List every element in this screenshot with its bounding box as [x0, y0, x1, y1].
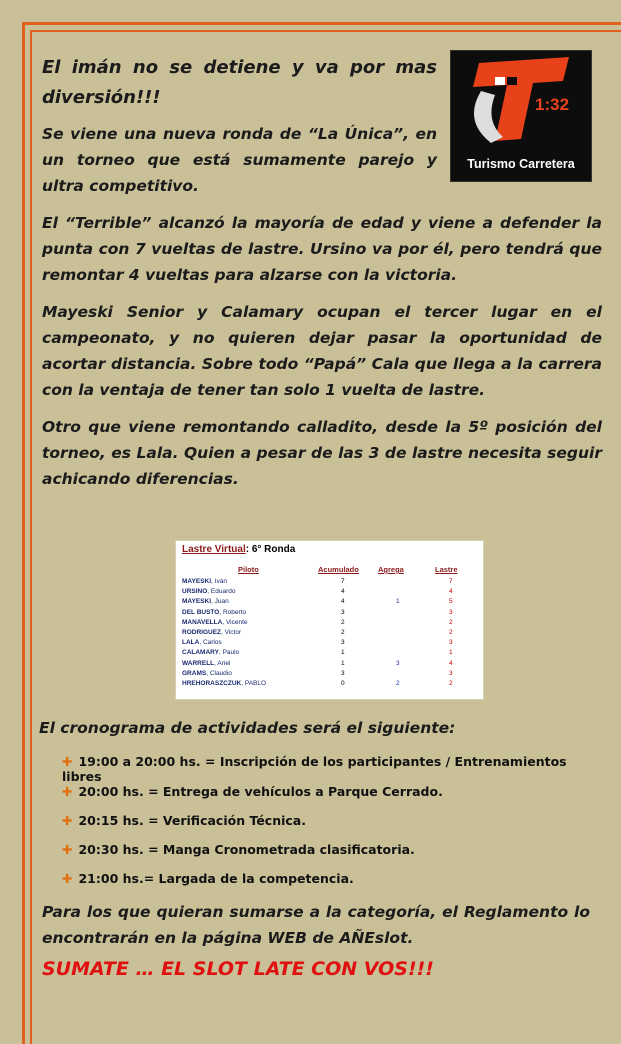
- cell-acumulado: 4: [341, 588, 345, 596]
- cell-piloto: MANAVELLA, Vicente: [182, 618, 248, 626]
- table-title-link[interactable]: Lastre Virtual: [182, 544, 246, 555]
- table-title: [182, 544, 295, 555]
- agenda-text: 20:30 hs. = Manga Cronometrada clasificatoria.: [78, 842, 415, 857]
- table-row: [176, 639, 483, 649]
- cell-acumulado: 2: [341, 618, 345, 626]
- cell-piloto: DEL BUSTO, Roberto: [182, 608, 247, 616]
- turismo-carretera-logo: [450, 50, 592, 182]
- headline: El imán no se detiene y va por mas diversión!!!: [42, 57, 437, 108]
- bullet-arrow-icon: ✚: [62, 754, 73, 769]
- cell-lastre: 3: [449, 639, 453, 647]
- table-title-round: : 6° Ronda: [245, 544, 296, 555]
- table-row: [176, 578, 483, 588]
- article: [39, 40, 602, 980]
- cell-lastre: 5: [449, 598, 453, 606]
- cell-lastre: 7: [449, 578, 453, 585]
- agenda-text: 20:00 hs. = Entrega de vehículos a Parque Cerrado.: [78, 784, 443, 799]
- header-piloto: Piloto: [238, 565, 259, 574]
- cell-lastre: 4: [449, 659, 453, 667]
- cell-lastre: 3: [449, 669, 453, 677]
- cell-lastre: 2: [449, 629, 453, 636]
- agenda-text: 19:00 a 20:00 hs. = Inscripción de los participantes / Entrenamientos libres: [62, 754, 567, 784]
- cell-acumulado: 1: [341, 649, 345, 657]
- cell-agrega: 1: [396, 598, 400, 606]
- table-row: [176, 649, 483, 659]
- cell-agrega: 2: [396, 680, 400, 687]
- cell-agrega: 3: [396, 659, 400, 667]
- table-row: [176, 680, 483, 690]
- tc-logo-icon: [451, 51, 591, 151]
- table-row: [176, 629, 483, 639]
- table-row: [176, 609, 483, 619]
- cell-acumulado: 3: [341, 639, 345, 647]
- lastre-table: [175, 540, 484, 700]
- cell-acumulado: 0: [341, 680, 345, 687]
- cell-piloto: WARRELL, Ariel: [182, 659, 231, 667]
- cell-acumulado: 1: [341, 659, 345, 667]
- cell-lastre: 1: [449, 649, 453, 657]
- closing-text: Para los que quieran sumarse a la categoría, el Reglamento lo encontrarán en la página WEB de AÑEslot.: [42, 903, 590, 947]
- bullet-arrow-icon: ✚: [62, 813, 73, 828]
- header-agrega: Agrega: [378, 565, 404, 574]
- table-row: [176, 660, 483, 670]
- agenda-item: [62, 813, 306, 828]
- header-lastre: Lastre: [435, 565, 458, 574]
- slogan: SUMATE … EL SLOT LATE CON VOS!!!: [42, 958, 434, 980]
- cell-piloto: MAYESKI, Iván: [182, 578, 227, 585]
- table-row: [176, 619, 483, 629]
- table-row: [176, 588, 483, 598]
- paragraph-4: Otro que viene remontando calladito, desde la 5º posición del torneo, es Lala. Quien a pesar de las 3 de lastre necesita seguir achicando diferencias.: [42, 418, 602, 488]
- cell-piloto: GRAMS, Claudio: [182, 669, 232, 677]
- paragraph-1: Se viene una nueva ronda de “La Única”, en un torneo que está sumamente parejo y ultra competitivo.: [42, 125, 437, 195]
- cell-lastre: 2: [449, 680, 453, 687]
- agenda-item: [62, 754, 602, 784]
- cell-piloto: URSINO, Eduardo: [182, 588, 236, 596]
- cell-piloto: RODRIGUEZ, Victor: [182, 629, 242, 636]
- cell-acumulado: 3: [341, 669, 345, 677]
- paragraph-2: El “Terrible” alcanzó la mayoría de edad y viene a defender la punta con 7 vueltas de lastre. Ursino va por él, pero tendrá que remontar 4 vueltas para alzarse con la victoria.: [42, 214, 602, 284]
- agenda-text: 20:15 hs. = Verificación Técnica.: [78, 813, 306, 828]
- agenda-text: 21:00 hs.= Largada de la competencia.: [78, 871, 354, 886]
- logo-time: 1:32: [535, 95, 570, 114]
- agenda-item: [62, 784, 443, 799]
- agenda-item: [62, 871, 354, 886]
- cell-lastre: 2: [449, 618, 453, 626]
- table-row: [176, 670, 483, 680]
- cell-piloto: LALA, Carlos: [182, 639, 222, 647]
- bullet-arrow-icon: ✚: [62, 842, 73, 857]
- cell-acumulado: 4: [341, 598, 345, 606]
- agenda-item: [62, 842, 415, 857]
- cell-piloto: CALAMARY, Paulo: [182, 649, 240, 657]
- cell-lastre: 3: [449, 608, 453, 616]
- logo-text: Turismo Carretera: [467, 157, 575, 171]
- cell-lastre: 4: [449, 588, 453, 596]
- cell-acumulado: 3: [341, 608, 345, 616]
- cell-acumulado: 7: [341, 578, 345, 585]
- paragraph-3: Mayeski Senior y Calamary ocupan el tercer lugar en el campeonato, y no quieren dejar pasar la oportunidad de acortar distancia. Sobre todo “Papá” Cala que llega a la carrera con la ventaja de tener tan solo 1 vuelta de lastre.: [42, 303, 602, 399]
- agenda-title: El cronograma de actividades será el siguiente:: [39, 719, 456, 737]
- cell-piloto: MAYESKI, Juan: [182, 598, 229, 606]
- table-row: [176, 598, 483, 608]
- cell-piloto: HREHORASZCZUK, PABLO: [182, 680, 267, 687]
- cell-acumulado: 2: [341, 629, 345, 636]
- header-acumulado: Acumulado: [318, 565, 359, 574]
- bullet-arrow-icon: ✚: [62, 784, 73, 799]
- bullet-arrow-icon: ✚: [62, 871, 73, 886]
